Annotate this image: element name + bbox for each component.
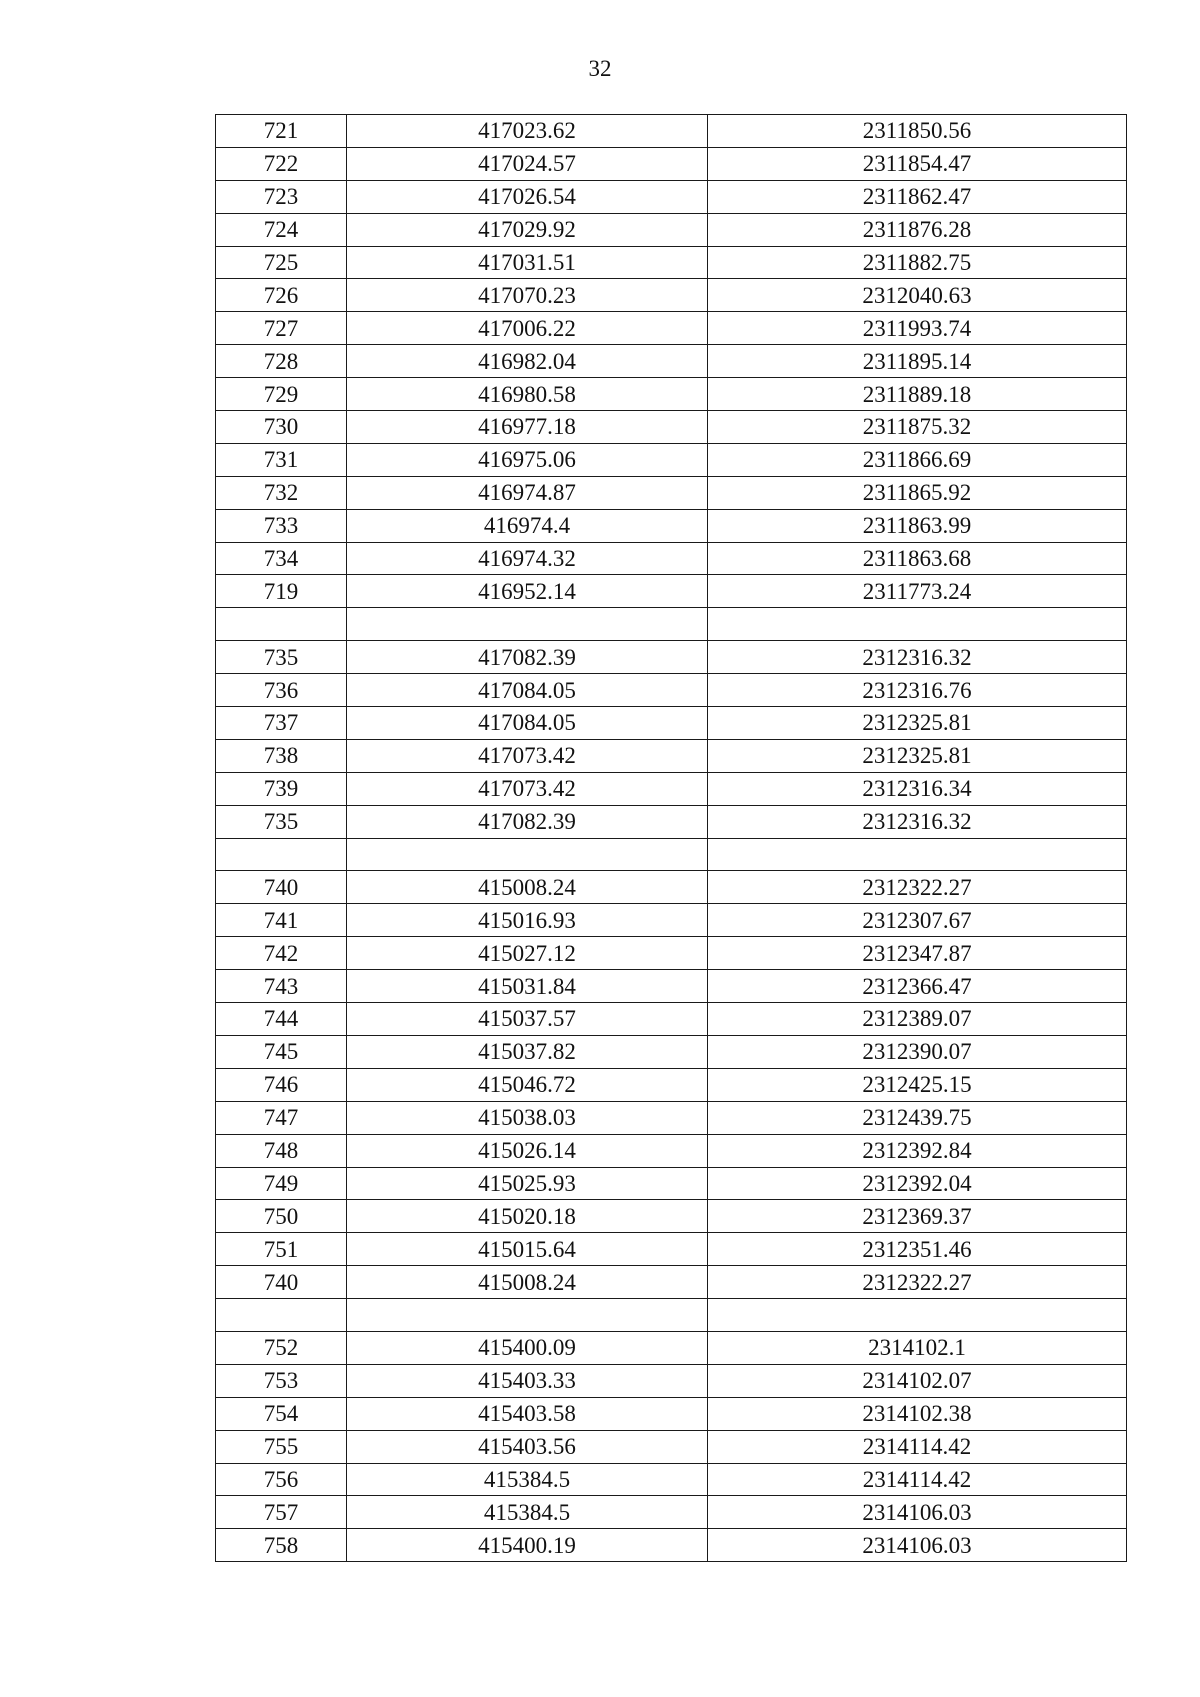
y-coordinate-cell: 2311863.68: [708, 542, 1127, 575]
x-coordinate-cell: 416977.18: [347, 411, 708, 444]
point-number-cell: [216, 838, 347, 871]
y-coordinate-cell: 2311854.47: [708, 147, 1127, 180]
x-coordinate-cell: 417026.54: [347, 180, 708, 213]
x-coordinate-cell: 417006.22: [347, 312, 708, 345]
point-number-cell: 740: [216, 871, 347, 904]
point-number-cell: 728: [216, 345, 347, 378]
x-coordinate-cell: 417029.92: [347, 213, 708, 246]
y-coordinate-cell: 2314102.38: [708, 1397, 1127, 1430]
x-coordinate-cell: 415015.64: [347, 1233, 708, 1266]
x-coordinate-cell: 415384.5: [347, 1496, 708, 1529]
table-row: [216, 1463, 1127, 1496]
y-coordinate-cell: 2312390.07: [708, 1035, 1127, 1068]
y-coordinate-cell: 2311895.14: [708, 345, 1127, 378]
x-coordinate-cell: 417082.39: [347, 805, 708, 838]
table-row: [216, 1529, 1127, 1562]
y-coordinate-cell: 2314114.42: [708, 1430, 1127, 1463]
point-number-cell: 749: [216, 1167, 347, 1200]
y-coordinate-cell: 2312425.15: [708, 1068, 1127, 1101]
y-coordinate-cell: 2312316.32: [708, 805, 1127, 838]
table-row: [216, 904, 1127, 937]
table-row: [216, 1364, 1127, 1397]
x-coordinate-cell: 415384.5: [347, 1463, 708, 1496]
point-number-cell: 743: [216, 970, 347, 1003]
point-number-cell: 758: [216, 1529, 347, 1562]
table-row: [216, 871, 1127, 904]
point-number-cell: 739: [216, 772, 347, 805]
table-row: [216, 1430, 1127, 1463]
y-coordinate-cell: 2314102.1: [708, 1331, 1127, 1364]
y-coordinate-cell: [708, 1299, 1127, 1332]
x-coordinate-cell: 416952.14: [347, 575, 708, 608]
point-number-cell: 747: [216, 1101, 347, 1134]
y-coordinate-cell: 2312351.46: [708, 1233, 1127, 1266]
x-coordinate-cell: 416982.04: [347, 345, 708, 378]
y-coordinate-cell: 2314106.03: [708, 1529, 1127, 1562]
point-number-cell: 729: [216, 378, 347, 411]
y-coordinate-cell: 2311875.32: [708, 411, 1127, 444]
point-number-cell: 745: [216, 1035, 347, 1068]
table-row: [216, 345, 1127, 378]
y-coordinate-cell: [708, 608, 1127, 641]
x-coordinate-cell: 415403.33: [347, 1364, 708, 1397]
x-coordinate-cell: 416974.87: [347, 476, 708, 509]
point-number-cell: 727: [216, 312, 347, 345]
y-coordinate-cell: 2311850.56: [708, 115, 1127, 148]
y-coordinate-cell: 2312322.27: [708, 1266, 1127, 1299]
table-row: [216, 1003, 1127, 1036]
point-number-cell: [216, 1299, 347, 1332]
point-number-cell: 757: [216, 1496, 347, 1529]
y-coordinate-cell: 2311773.24: [708, 575, 1127, 608]
table-row: [216, 1035, 1127, 1068]
table-row: [216, 1167, 1127, 1200]
point-number-cell: 726: [216, 279, 347, 312]
table-separator-row: [216, 838, 1127, 871]
table-row: [216, 1134, 1127, 1167]
table-row: [216, 1068, 1127, 1101]
x-coordinate-cell: 415008.24: [347, 1266, 708, 1299]
point-number-cell: 721: [216, 115, 347, 148]
point-number-cell: 736: [216, 674, 347, 707]
y-coordinate-cell: 2312325.81: [708, 739, 1127, 772]
x-coordinate-cell: 417070.23: [347, 279, 708, 312]
table-row: [216, 1200, 1127, 1233]
point-number-cell: 733: [216, 509, 347, 542]
y-coordinate-cell: 2311866.69: [708, 443, 1127, 476]
point-number-cell: 719: [216, 575, 347, 608]
y-coordinate-cell: 2312040.63: [708, 279, 1127, 312]
y-coordinate-cell: 2314106.03: [708, 1496, 1127, 1529]
y-coordinate-cell: 2312316.32: [708, 641, 1127, 674]
x-coordinate-cell: 417073.42: [347, 772, 708, 805]
table-row: [216, 739, 1127, 772]
x-coordinate-cell: 415400.09: [347, 1331, 708, 1364]
point-number-cell: [216, 608, 347, 641]
table-row: [216, 509, 1127, 542]
table-row: [216, 213, 1127, 246]
x-coordinate-cell: 415025.93: [347, 1167, 708, 1200]
point-number-cell: 742: [216, 937, 347, 970]
x-coordinate-cell: 415037.82: [347, 1035, 708, 1068]
point-number-cell: 731: [216, 443, 347, 476]
x-coordinate-cell: 416980.58: [347, 378, 708, 411]
point-number-cell: 722: [216, 147, 347, 180]
x-coordinate-cell: 417031.51: [347, 246, 708, 279]
x-coordinate-cell: 415031.84: [347, 970, 708, 1003]
y-coordinate-cell: 2312316.76: [708, 674, 1127, 707]
x-coordinate-cell: 417023.62: [347, 115, 708, 148]
x-coordinate-cell: 415027.12: [347, 937, 708, 970]
table-row: [216, 772, 1127, 805]
table-row: [216, 115, 1127, 148]
table-row: [216, 443, 1127, 476]
table-row: [216, 575, 1127, 608]
table-separator-row: [216, 608, 1127, 641]
y-coordinate-cell: 2314114.42: [708, 1463, 1127, 1496]
table-row: [216, 970, 1127, 1003]
x-coordinate-cell: 415008.24: [347, 871, 708, 904]
x-coordinate-cell: [347, 838, 708, 871]
y-coordinate-cell: 2312369.37: [708, 1200, 1127, 1233]
y-coordinate-cell: 2312325.81: [708, 707, 1127, 740]
coordinates-table: [215, 114, 1127, 1562]
table-row: [216, 805, 1127, 838]
point-number-cell: 737: [216, 707, 347, 740]
point-number-cell: 756: [216, 1463, 347, 1496]
y-coordinate-cell: 2314102.07: [708, 1364, 1127, 1397]
table-row: [216, 1233, 1127, 1266]
table-row: [216, 1496, 1127, 1529]
x-coordinate-cell: 415037.57: [347, 1003, 708, 1036]
coordinates-table-body: [216, 115, 1127, 1562]
x-coordinate-cell: 415400.19: [347, 1529, 708, 1562]
y-coordinate-cell: 2312392.04: [708, 1167, 1127, 1200]
x-coordinate-cell: 415403.58: [347, 1397, 708, 1430]
y-coordinate-cell: 2311882.75: [708, 246, 1127, 279]
y-coordinate-cell: 2312366.47: [708, 970, 1127, 1003]
x-coordinate-cell: 415038.03: [347, 1101, 708, 1134]
x-coordinate-cell: 417084.05: [347, 707, 708, 740]
point-number-cell: 724: [216, 213, 347, 246]
x-coordinate-cell: 417082.39: [347, 641, 708, 674]
point-number-cell: 740: [216, 1266, 347, 1299]
y-coordinate-cell: 2312322.27: [708, 871, 1127, 904]
point-number-cell: 744: [216, 1003, 347, 1036]
y-coordinate-cell: 2312316.34: [708, 772, 1127, 805]
point-number-cell: 754: [216, 1397, 347, 1430]
x-coordinate-cell: 415026.14: [347, 1134, 708, 1167]
table-row: [216, 378, 1127, 411]
y-coordinate-cell: 2312439.75: [708, 1101, 1127, 1134]
x-coordinate-cell: 417084.05: [347, 674, 708, 707]
y-coordinate-cell: 2311863.99: [708, 509, 1127, 542]
table-row: [216, 707, 1127, 740]
y-coordinate-cell: 2311993.74: [708, 312, 1127, 345]
x-coordinate-cell: [347, 608, 708, 641]
table-row: [216, 674, 1127, 707]
point-number-cell: 753: [216, 1364, 347, 1397]
x-coordinate-cell: 415046.72: [347, 1068, 708, 1101]
x-coordinate-cell: 417024.57: [347, 147, 708, 180]
x-coordinate-cell: 415016.93: [347, 904, 708, 937]
point-number-cell: 723: [216, 180, 347, 213]
table-row: [216, 246, 1127, 279]
y-coordinate-cell: [708, 838, 1127, 871]
table-row: [216, 180, 1127, 213]
point-number-cell: 732: [216, 476, 347, 509]
point-number-cell: 734: [216, 542, 347, 575]
point-number-cell: 738: [216, 739, 347, 772]
x-coordinate-cell: 417073.42: [347, 739, 708, 772]
table-row: [216, 641, 1127, 674]
table-row: [216, 411, 1127, 444]
page-number: 32: [588, 56, 612, 81]
point-number-cell: 752: [216, 1331, 347, 1364]
x-coordinate-cell: 416974.4: [347, 509, 708, 542]
table-row: [216, 279, 1127, 312]
point-number-cell: 730: [216, 411, 347, 444]
x-coordinate-cell: 416975.06: [347, 443, 708, 476]
y-coordinate-cell: 2311889.18: [708, 378, 1127, 411]
point-number-cell: 751: [216, 1233, 347, 1266]
y-coordinate-cell: 2312392.84: [708, 1134, 1127, 1167]
x-coordinate-cell: 416974.32: [347, 542, 708, 575]
point-number-cell: 755: [216, 1430, 347, 1463]
table-row: [216, 1101, 1127, 1134]
table-row: [216, 476, 1127, 509]
x-coordinate-cell: [347, 1299, 708, 1332]
y-coordinate-cell: 2312347.87: [708, 937, 1127, 970]
y-coordinate-cell: 2311865.92: [708, 476, 1127, 509]
point-number-cell: 746: [216, 1068, 347, 1101]
table-row: [216, 147, 1127, 180]
table-separator-row: [216, 1299, 1127, 1332]
x-coordinate-cell: 415020.18: [347, 1200, 708, 1233]
point-number-cell: 735: [216, 805, 347, 838]
table-row: [216, 1397, 1127, 1430]
table-row: [216, 542, 1127, 575]
table-row: [216, 1266, 1127, 1299]
point-number-cell: 750: [216, 1200, 347, 1233]
y-coordinate-cell: 2312389.07: [708, 1003, 1127, 1036]
y-coordinate-cell: 2312307.67: [708, 904, 1127, 937]
table-row: [216, 937, 1127, 970]
y-coordinate-cell: 2311862.47: [708, 180, 1127, 213]
y-coordinate-cell: 2311876.28: [708, 213, 1127, 246]
point-number-cell: 741: [216, 904, 347, 937]
point-number-cell: 725: [216, 246, 347, 279]
point-number-cell: 748: [216, 1134, 347, 1167]
point-number-cell: 735: [216, 641, 347, 674]
x-coordinate-cell: 415403.56: [347, 1430, 708, 1463]
table-row: [216, 312, 1127, 345]
table-row: [216, 1331, 1127, 1364]
